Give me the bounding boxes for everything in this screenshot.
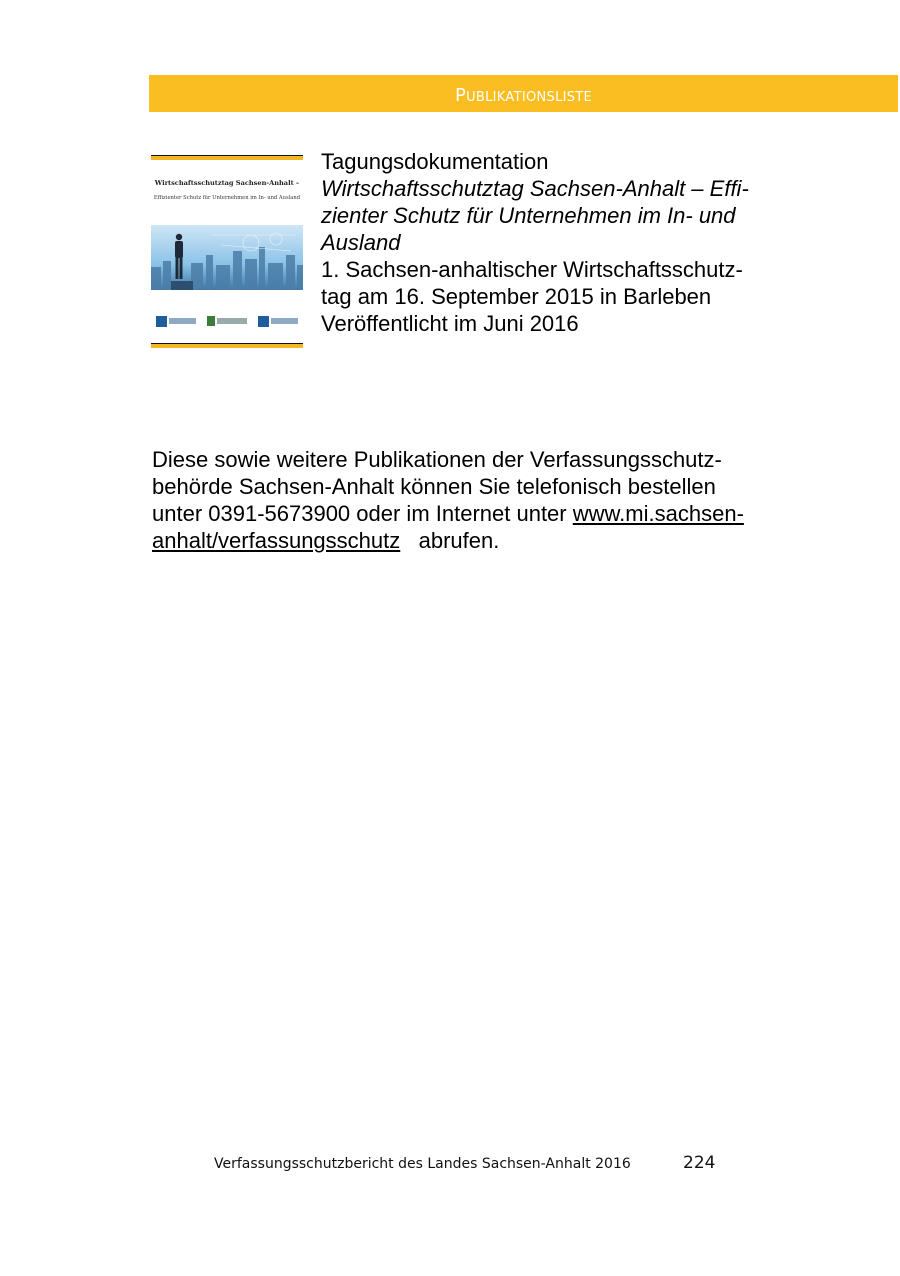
order-line: Diese sowie weitere Publikationen der Verfassungsschutz- <box>152 447 722 472</box>
cover-logos <box>151 308 303 334</box>
website-link-continued[interactable]: anhalt/verfassungsschutz <box>152 528 401 553</box>
publication-title-line: zienter Schutz für Unternehmen im In- und <box>321 203 736 228</box>
order-line: behörde Sachsen-Anhalt können Sie telefonisch bestellen <box>152 474 716 499</box>
order-line-text: unter 0391-5673900 oder im Internet unter <box>152 501 573 526</box>
order-line <box>152 500 802 527</box>
order-information <box>152 446 802 554</box>
bfv-logo <box>156 313 196 329</box>
section-title: Publikationsliste <box>454 85 593 106</box>
publication-title-line: Wirtschaftsschutztag Sachsen-Anhalt – Effi- <box>321 176 749 201</box>
section-header-bar <box>149 75 898 112</box>
bfv-logo-right <box>258 313 298 329</box>
cover-top-rule <box>151 155 303 160</box>
footer-report-title: Verfassungsschutzbericht des Landes Sachsen-Anhalt 2016 <box>214 1156 631 1172</box>
cover-bottom-rule <box>151 343 303 348</box>
order-line <box>152 527 802 554</box>
cover-title: Wirtschaftsschutztag Sachsen-Anhalt – <box>154 179 300 187</box>
publication-cover-image <box>151 155 303 351</box>
sachsen-anhalt-logo <box>207 313 247 329</box>
publication-detail-line: 1. Sachsen-anhaltischer Wirtschaftsschutz- <box>321 257 743 282</box>
publication-description <box>321 148 791 337</box>
page-number: 224 <box>683 1153 716 1173</box>
publication-detail-line: tag am 16. September 2015 in Barleben <box>321 284 712 309</box>
publication-date: Veröffentlicht im Juni 2016 <box>321 311 579 336</box>
publication-type: Tagungsdokumentation <box>321 149 549 174</box>
website-link[interactable]: www.mi.sachsen- <box>572 501 744 526</box>
cover-subtitle: Effizienter Schutz für Unternehmen im In- und Ausland <box>153 195 301 201</box>
publication-title-line: Ausland <box>321 230 401 255</box>
cover-photo <box>151 225 303 290</box>
order-line-end: abrufen. <box>400 528 500 553</box>
